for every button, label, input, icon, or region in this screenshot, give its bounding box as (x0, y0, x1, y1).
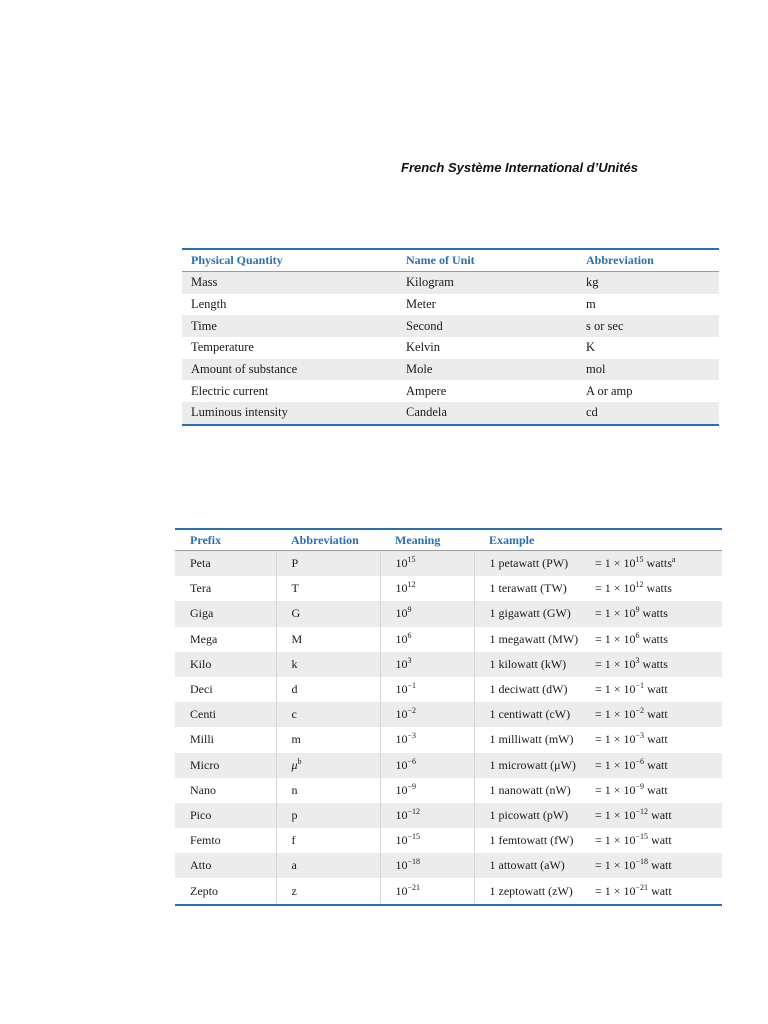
equivalence-unit: watt (644, 732, 668, 747)
cell-equivalence (592, 753, 722, 778)
cell-name-of-unit: Mole (397, 359, 577, 381)
cell-example: 1 nanowatt (nW) (474, 778, 592, 803)
cell-abbreviation (276, 551, 380, 577)
cell-physical-quantity: Mass (182, 272, 397, 294)
cell-meaning (380, 727, 474, 752)
cell-meaning (380, 677, 474, 702)
meaning-exponent: −12 (407, 806, 421, 816)
equivalence-prefix: = 1 × 10 (595, 883, 636, 898)
cell-abbreviation (276, 803, 380, 828)
meaning-exponent: −2 (407, 706, 417, 716)
meaning-exponent: −3 (407, 731, 417, 741)
abbreviation-symbol: k (291, 656, 298, 671)
table-row (175, 601, 722, 626)
meaning-exponent: −18 (407, 857, 421, 867)
cell-equivalence (592, 551, 722, 577)
equivalence-exponent: −3 (635, 731, 645, 741)
table-row (175, 853, 722, 878)
cell-abbreviation (276, 652, 380, 677)
cell-abbreviation: mol (577, 359, 719, 381)
cell-example: 1 deciwatt (dW) (474, 677, 592, 702)
header-abbreviation: Abbreviation (577, 249, 719, 272)
cell-meaning (380, 576, 474, 601)
meaning-exponent: 3 (407, 655, 412, 665)
equivalence-prefix: = 1 × 10 (595, 707, 636, 722)
table-row (175, 576, 722, 601)
cell-name-of-unit: Second (397, 315, 577, 337)
equivalence-exponent: −21 (635, 882, 649, 892)
cell-equivalence (592, 677, 722, 702)
document-title: French Système International d’Unités (401, 160, 638, 175)
equivalence-prefix: = 1 × 10 (595, 606, 636, 621)
cell-abbreviation (276, 677, 380, 702)
equivalence-footnote: a (671, 555, 676, 565)
table-row (182, 294, 719, 316)
cell-meaning (380, 652, 474, 677)
cell-equivalence (592, 778, 722, 803)
cell-example: 1 petawatt (PW) (474, 551, 592, 577)
table-row (175, 803, 722, 828)
abbreviation-footnote: b (297, 756, 302, 766)
equivalence-unit: watts (639, 656, 668, 671)
cell-abbreviation (276, 853, 380, 878)
abbreviation-symbol: p (291, 807, 298, 822)
table-row (182, 380, 719, 402)
equivalence-unit: watts (639, 606, 668, 621)
equivalence-prefix: = 1 × 10 (595, 732, 636, 747)
cell-meaning (380, 803, 474, 828)
abbreviation-symbol: d (291, 682, 298, 697)
cell-prefix: Mega (190, 631, 218, 646)
abbreviation-symbol: T (291, 581, 299, 596)
meaning-base: 10 (395, 883, 408, 898)
cell-prefix: Centi (175, 702, 276, 727)
cell-abbreviation (276, 601, 380, 626)
meaning-exponent: 6 (407, 630, 412, 640)
meaning-exponent: 15 (407, 555, 416, 565)
meaning-base: 10 (395, 833, 408, 848)
equivalence-prefix: = 1 × 10 (595, 833, 636, 848)
cell-example: 1 zeptowatt (zW) (474, 878, 592, 904)
meaning-base: 10 (395, 581, 408, 596)
abbreviation-symbol: a (291, 858, 297, 873)
cell-equivalence (592, 627, 722, 652)
abbreviation-symbol: f (291, 833, 296, 848)
equivalence-unit: watt (648, 833, 672, 848)
equivalence-exponent: 9 (635, 605, 640, 615)
meaning-base: 10 (395, 858, 408, 873)
cell-physical-quantity: Time (182, 315, 397, 337)
table-row (182, 337, 719, 359)
cell-meaning (380, 702, 474, 727)
equivalence-exponent: −2 (635, 706, 645, 716)
si-header-row (182, 249, 719, 272)
equivalence-prefix: = 1 × 10 (595, 656, 636, 671)
equivalence-unit: watts (643, 581, 672, 596)
cell-physical-quantity: Temperature (191, 340, 254, 355)
header-abbreviation: Abbreviation (276, 529, 380, 551)
meaning-base: 10 (395, 707, 408, 722)
prefix-header-row (175, 529, 722, 551)
meaning-exponent: −9 (407, 781, 417, 791)
cell-abbreviation (276, 778, 380, 803)
header-meaning: Meaning (380, 529, 474, 551)
cell-equivalence (592, 878, 722, 904)
cell-equivalence (592, 652, 722, 677)
equivalence-exponent: −12 (635, 806, 649, 816)
equivalence-prefix: = 1 × 10 (595, 782, 636, 797)
abbreviation-symbol: m (291, 732, 301, 747)
equivalence-exponent: 12 (635, 580, 644, 590)
cell-abbreviation: kg (577, 272, 719, 294)
cell-example: 1 gigawatt (GW) (474, 601, 592, 626)
equivalence-unit: watt (644, 682, 668, 697)
cell-meaning (380, 878, 474, 904)
meaning-base: 10 (395, 757, 408, 772)
meaning-exponent: −1 (407, 681, 417, 691)
table-row (175, 878, 722, 904)
equivalence-exponent: −9 (635, 781, 645, 791)
table-row (175, 551, 722, 577)
meaning-base: 10 (395, 556, 408, 571)
meaning-base: 10 (395, 782, 408, 797)
table-row (175, 702, 722, 727)
cell-name-of-unit: Candela (397, 402, 577, 425)
cell-abbreviation: s or sec (577, 315, 719, 337)
equivalence-prefix: = 1 × 10 (595, 556, 636, 571)
cell-example: 1 attowatt (aW) (474, 853, 592, 878)
cell-equivalence (592, 601, 722, 626)
equivalence-prefix: = 1 × 10 (595, 682, 636, 697)
cell-prefix: Pico (175, 803, 276, 828)
equivalence-unit: watts (643, 556, 672, 571)
cell-abbreviation (276, 753, 380, 778)
cell-prefix: Deci (190, 682, 213, 697)
cell-abbreviation (276, 878, 380, 904)
cell-prefix: Zepto (190, 883, 218, 898)
equivalence-prefix: = 1 × 10 (595, 757, 636, 772)
cell-prefix: Kilo (175, 652, 276, 677)
cell-example: 1 milliwatt (mW) (474, 727, 592, 752)
table-row (182, 402, 719, 425)
si-units-table (182, 248, 719, 426)
cell-prefix: Atto (175, 853, 276, 878)
cell-example: 1 femtowatt (fW) (474, 828, 592, 853)
meaning-exponent: −15 (407, 832, 421, 842)
table-row (175, 652, 722, 677)
cell-abbreviation (276, 627, 380, 652)
header-name-of-unit: Name of Unit (397, 249, 577, 272)
meaning-exponent: −21 (407, 882, 421, 892)
abbreviation-symbol: z (291, 883, 297, 898)
equivalence-exponent: −6 (635, 756, 645, 766)
table-row (175, 627, 722, 652)
table-row (175, 727, 722, 752)
cell-abbreviation: m (586, 297, 596, 312)
cell-physical-quantity: Electric current (191, 383, 269, 398)
equivalence-unit: watt (644, 707, 668, 722)
equivalence-unit: watt (644, 757, 668, 772)
equivalence-prefix: = 1 × 10 (595, 858, 636, 873)
cell-name-of-unit: Kilogram (397, 272, 577, 294)
table-row (182, 272, 719, 294)
abbreviation-symbol: G (291, 606, 301, 621)
cell-physical-quantity: Length (191, 297, 227, 312)
cell-example: 1 megawatt (MW) (474, 627, 592, 652)
equivalence-exponent: 3 (635, 655, 640, 665)
table-row (175, 828, 722, 853)
cell-equivalence (592, 803, 722, 828)
equivalence-unit: watt (644, 782, 668, 797)
cell-abbreviation (276, 727, 380, 752)
equivalence-exponent: −1 (635, 681, 645, 691)
table-row (175, 778, 722, 803)
meaning-exponent: 9 (407, 605, 412, 615)
equivalence-prefix: = 1 × 10 (595, 581, 636, 596)
cell-example: 1 microwatt (μW) (474, 753, 592, 778)
cell-meaning (380, 853, 474, 878)
abbreviation-symbol: n (291, 782, 298, 797)
cell-abbreviation: A or amp (586, 383, 633, 398)
cell-physical-quantity: Luminous intensity (182, 402, 397, 425)
meaning-base: 10 (395, 656, 408, 671)
cell-abbreviation: K (586, 340, 596, 355)
meaning-exponent: −6 (407, 756, 417, 766)
cell-prefix: Femto (190, 833, 221, 848)
cell-example: 1 terawatt (TW) (474, 576, 592, 601)
cell-abbreviation (276, 576, 380, 601)
cell-abbreviation (276, 702, 380, 727)
meaning-exponent: 12 (407, 580, 416, 590)
equivalence-exponent: −18 (635, 857, 649, 867)
equivalence-unit: watts (639, 631, 668, 646)
cell-name-of-unit: Kelvin (406, 340, 441, 355)
cell-example: 1 picowatt (pW) (474, 803, 592, 828)
cell-physical-quantity: Amount of substance (182, 359, 397, 381)
cell-equivalence (592, 727, 722, 752)
cell-meaning (380, 601, 474, 626)
cell-example: 1 kilowatt (kW) (474, 652, 592, 677)
cell-prefix: Giga (175, 601, 276, 626)
cell-meaning (380, 828, 474, 853)
meaning-base: 10 (395, 682, 408, 697)
cell-equivalence (592, 828, 722, 853)
cell-prefix: Milli (190, 732, 215, 747)
abbreviation-symbol: c (291, 707, 297, 722)
cell-meaning (380, 753, 474, 778)
cell-meaning (380, 551, 474, 577)
abbreviation-symbol: M (291, 631, 303, 646)
equivalence-unit: watt (648, 858, 672, 873)
cell-prefix: Tera (190, 581, 212, 596)
cell-prefix: Peta (175, 551, 276, 577)
cell-equivalence (592, 853, 722, 878)
cell-name-of-unit: Meter (406, 297, 436, 312)
meaning-base: 10 (395, 807, 408, 822)
cell-equivalence (592, 702, 722, 727)
cell-abbreviation (276, 828, 380, 853)
cell-meaning (380, 778, 474, 803)
cell-equivalence (592, 576, 722, 601)
equivalence-unit: watt (648, 807, 672, 822)
table-row (182, 315, 719, 337)
meaning-base: 10 (395, 606, 408, 621)
header-example: Example (474, 529, 722, 551)
cell-abbreviation: cd (577, 402, 719, 425)
cell-example: 1 centiwatt (cW) (474, 702, 592, 727)
cell-meaning (380, 627, 474, 652)
abbreviation-symbol: μ (291, 757, 298, 772)
cell-prefix: Nano (190, 782, 216, 797)
header-prefix: Prefix (175, 529, 276, 551)
equivalence-exponent: −15 (635, 832, 649, 842)
header-physical-quantity: Physical Quantity (182, 249, 397, 272)
table-row (175, 753, 722, 778)
prefix-table (175, 528, 722, 906)
equivalence-exponent: 6 (635, 630, 640, 640)
equivalence-unit: watt (648, 883, 672, 898)
table-row (175, 677, 722, 702)
cell-name-of-unit: Ampere (406, 383, 447, 398)
meaning-base: 10 (395, 732, 408, 747)
equivalence-prefix: = 1 × 10 (595, 631, 636, 646)
equivalence-prefix: = 1 × 10 (595, 807, 636, 822)
meaning-base: 10 (395, 631, 408, 646)
abbreviation-symbol: P (291, 556, 299, 571)
cell-prefix: Micro (175, 753, 276, 778)
table-row (182, 359, 719, 381)
equivalence-exponent: 15 (635, 555, 644, 565)
